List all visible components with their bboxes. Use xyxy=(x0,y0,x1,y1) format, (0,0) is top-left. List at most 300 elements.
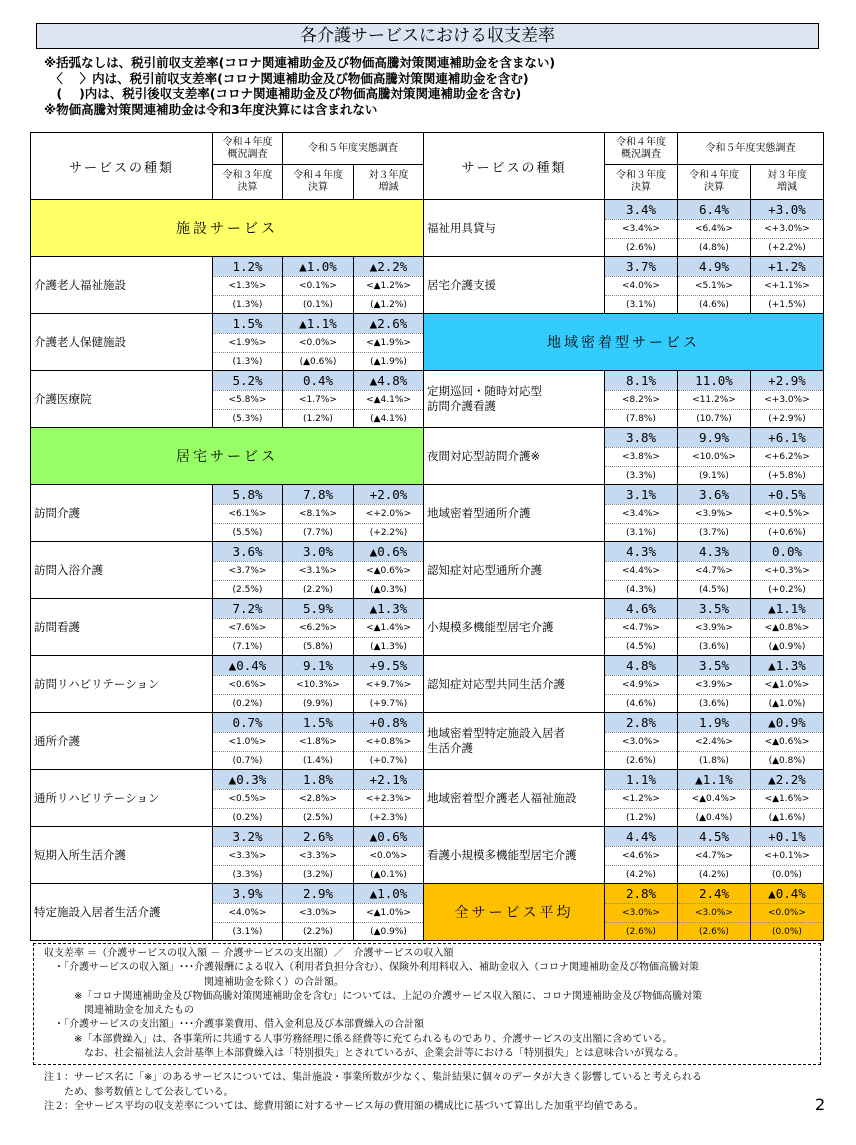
service-name: 福祉用具貸与 xyxy=(424,200,605,257)
value-stack xyxy=(678,713,750,769)
total-label: 全サービス平均 xyxy=(424,884,605,941)
value-aftertax: (9.1%) xyxy=(678,466,750,485)
value-cell xyxy=(751,884,824,941)
value-stack xyxy=(678,371,750,427)
value-pretax-excl: ▲1.1% xyxy=(283,314,353,333)
value-pretax-incl: <8.2%> xyxy=(605,390,677,409)
value-pretax-incl: <2.8%> xyxy=(283,789,353,808)
value-pretax-excl: 1.2% xyxy=(213,257,282,276)
value-pretax-incl: <▲0.4%> xyxy=(678,789,750,808)
value-pretax-incl: <3.3%> xyxy=(283,846,353,865)
value-aftertax: (3.3%) xyxy=(605,466,677,485)
value-pretax-incl: <3.8%> xyxy=(605,447,677,466)
value-pretax-incl: <4.4%> xyxy=(605,561,677,580)
value-pretax-excl: 4.3% xyxy=(605,542,677,561)
header-text: 令和４年度 概況調査 xyxy=(222,136,273,160)
value-pretax-incl: <3.7%> xyxy=(213,561,282,580)
value-cell xyxy=(751,656,824,713)
value-pretax-excl: ▲1.0% xyxy=(283,257,353,276)
value-stack xyxy=(751,713,823,769)
value-cell xyxy=(213,713,283,770)
value-stack xyxy=(751,599,823,655)
value-stack xyxy=(605,770,677,826)
service-name: 夜間対応型訪問介護※ xyxy=(424,428,605,485)
value-cell xyxy=(354,656,424,713)
value-aftertax: (2.2%) xyxy=(283,922,353,941)
value-pretax-excl: 3.6% xyxy=(213,542,282,561)
value-aftertax: (7.1%) xyxy=(213,637,282,656)
value-stack xyxy=(605,428,677,484)
value-stack xyxy=(605,599,677,655)
table-row xyxy=(31,884,824,941)
value-aftertax: (4.2%) xyxy=(605,865,677,884)
value-aftertax: (+2.9%) xyxy=(751,409,823,428)
footnote-line: 注２：全サービス平均の収支差率については、総費用額に対するサービス毎の費用額の構成比に基づいて算出した加重平均値である。 xyxy=(44,1101,644,1112)
table-row xyxy=(31,656,824,713)
value-pretax-incl: <+3.0%> xyxy=(751,390,823,409)
value-stack xyxy=(354,485,423,541)
value-pretax-incl: <+0.5%> xyxy=(751,504,823,523)
header-text: 対３年度 増減 xyxy=(767,170,807,193)
value-aftertax: (2.6%) xyxy=(605,751,677,770)
value-pretax-incl: <4.7%> xyxy=(605,618,677,637)
value-pretax-incl: <▲1.0%> xyxy=(354,903,423,922)
value-stack xyxy=(605,371,677,427)
footnotes xyxy=(44,1071,702,1115)
value-stack xyxy=(213,257,282,313)
value-cell xyxy=(283,599,354,656)
service-name: 介護老人保健施設 xyxy=(31,314,213,371)
notes xyxy=(44,55,555,117)
value-aftertax: (▲1.9%) xyxy=(354,352,423,371)
service-name: 訪問入浴介護 xyxy=(31,542,213,599)
value-aftertax: (2.5%) xyxy=(283,808,353,827)
value-aftertax: (5.3%) xyxy=(213,409,282,428)
value-cell xyxy=(751,257,824,314)
definition-line: ※「本部費繰入」は、各事業所に共通する人事労務経理に係る経費等に充てられるものであり、介護サービスの支出額に含めている。 xyxy=(44,1033,673,1045)
value-cell xyxy=(213,257,283,314)
value-cell xyxy=(605,257,678,314)
value-stack xyxy=(354,827,423,883)
value-stack xyxy=(751,371,823,427)
value-aftertax: (4.5%) xyxy=(605,637,677,656)
value-pretax-excl: 4.4% xyxy=(605,827,677,846)
value-cell xyxy=(213,656,283,713)
value-pretax-excl: 3.6% xyxy=(678,485,750,504)
value-pretax-incl: <+3.0%> xyxy=(751,219,823,238)
value-aftertax: (1.4%) xyxy=(283,751,353,770)
service-name: 認知症対応型共同生活介護 xyxy=(424,656,605,713)
value-pretax-incl: <▲0.6%> xyxy=(354,561,423,580)
value-aftertax: (▲4.1%) xyxy=(354,409,423,428)
value-cell xyxy=(354,599,424,656)
service-name: 介護老人福祉施設 xyxy=(31,257,213,314)
value-aftertax: (0.0%) xyxy=(751,922,823,941)
value-pretax-incl: <6.2%> xyxy=(283,618,353,637)
value-stack xyxy=(605,656,677,712)
value-stack xyxy=(678,599,750,655)
value-cell xyxy=(678,656,751,713)
value-pretax-incl: <4.0%> xyxy=(213,903,282,922)
value-pretax-excl: 4.5% xyxy=(678,827,750,846)
value-aftertax: (5.5%) xyxy=(213,523,282,542)
value-aftertax: (9.9%) xyxy=(283,694,353,713)
value-stack xyxy=(678,656,750,712)
section-header: 地域密着型サービス xyxy=(424,314,824,371)
value-pretax-incl: <▲1.9%> xyxy=(354,333,423,352)
value-stack xyxy=(751,770,823,826)
value-stack xyxy=(213,371,282,427)
value-cell xyxy=(283,713,354,770)
value-pretax-incl: <6.4%> xyxy=(678,219,750,238)
value-aftertax: (3.1%) xyxy=(605,523,677,542)
value-aftertax: (+1.5%) xyxy=(751,295,823,314)
value-pretax-excl: 1.1% xyxy=(605,770,677,789)
header-r4-settlement xyxy=(678,165,751,200)
value-cell xyxy=(283,770,354,827)
value-pretax-incl: <3.0%> xyxy=(283,903,353,922)
value-aftertax: (5.8%) xyxy=(283,637,353,656)
value-aftertax: (2.6%) xyxy=(605,238,677,257)
value-stack xyxy=(678,542,750,598)
value-pretax-incl: <+0.8%> xyxy=(354,732,423,751)
value-pretax-excl: 2.6% xyxy=(283,827,353,846)
value-stack xyxy=(751,200,823,256)
value-pretax-excl: 6.4% xyxy=(678,200,750,219)
value-pretax-incl: <+6.2%> xyxy=(751,447,823,466)
value-stack xyxy=(213,827,282,883)
value-pretax-excl: 0.0% xyxy=(751,542,823,561)
value-pretax-excl: 5.9% xyxy=(283,599,353,618)
value-pretax-excl: 1.9% xyxy=(678,713,750,732)
value-aftertax: (4.6%) xyxy=(605,694,677,713)
value-pretax-incl: <0.0%> xyxy=(751,903,823,922)
value-pretax-incl: <4.0%> xyxy=(605,276,677,295)
value-pretax-incl: <1.0%> xyxy=(213,732,282,751)
value-stack xyxy=(283,314,353,370)
header-r3-change xyxy=(354,165,424,200)
value-pretax-excl: 4.6% xyxy=(605,599,677,618)
value-stack xyxy=(354,713,423,769)
value-pretax-incl: <8.1%> xyxy=(283,504,353,523)
value-aftertax: (▲0.3%) xyxy=(354,580,423,599)
value-stack xyxy=(751,485,823,541)
section-header: 施設サービス xyxy=(31,200,424,257)
value-stack xyxy=(283,884,353,940)
footnote-line: ため、参考数値として公表している。 xyxy=(44,1086,234,1098)
page-title: 各介護サービスにおける収支差率 xyxy=(36,23,819,49)
value-aftertax: (▲1.6%) xyxy=(751,808,823,827)
service-name: 通所介護 xyxy=(31,713,213,770)
value-aftertax: (1.2%) xyxy=(605,808,677,827)
value-cell xyxy=(283,314,354,371)
value-pretax-incl: <11.2%> xyxy=(678,390,750,409)
page-number: 2 xyxy=(815,1095,826,1114)
value-stack xyxy=(283,257,353,313)
value-pretax-incl: <10.0%> xyxy=(678,447,750,466)
value-pretax-excl: 0.7% xyxy=(213,713,282,732)
value-aftertax: (3.1%) xyxy=(605,295,677,314)
value-stack xyxy=(213,884,282,940)
value-pretax-excl: 8.1% xyxy=(605,371,677,390)
table-row xyxy=(31,827,824,884)
header-text: 令和４年度 概況調査 xyxy=(616,136,666,160)
value-pretax-excl: 3.8% xyxy=(605,428,677,447)
value-aftertax: (1.2%) xyxy=(283,409,353,428)
service-name: 看護小規模多機能型居宅介護 xyxy=(424,827,605,884)
value-cell xyxy=(605,884,678,941)
value-cell xyxy=(354,485,424,542)
footnote-line: 注１：サービス名に「※」のあるサービスについては、集計施設・事業所数が少なく、集計結果に個々のデータが大きく影響していると考えられる xyxy=(44,1072,702,1083)
service-name: 介護医療院 xyxy=(31,371,213,428)
value-cell xyxy=(605,485,678,542)
value-cell xyxy=(354,713,424,770)
value-pretax-excl: ▲2.6% xyxy=(354,314,423,333)
header-text: 対３年度 増減 xyxy=(368,170,409,193)
value-pretax-excl: ▲2.2% xyxy=(751,770,823,789)
value-pretax-excl: 9.9% xyxy=(678,428,750,447)
value-pretax-excl: +9.5% xyxy=(354,656,423,675)
value-stack xyxy=(605,200,677,256)
service-name: 地域密着型特定施設入居者 生活介護 xyxy=(424,713,605,770)
value-aftertax: (4.5%) xyxy=(678,580,750,599)
service-name: 認知症対応型通所介護 xyxy=(424,542,605,599)
value-cell xyxy=(751,713,824,770)
value-pretax-excl: +2.9% xyxy=(751,371,823,390)
section-header: 居宅サービス xyxy=(31,428,424,485)
value-cell xyxy=(354,371,424,428)
value-pretax-incl: <▲1.0%> xyxy=(751,675,823,694)
definitions-box xyxy=(33,943,821,1065)
value-cell xyxy=(213,542,283,599)
value-aftertax: (▲1.3%) xyxy=(354,637,423,656)
value-cell xyxy=(751,428,824,485)
value-pretax-incl: <+9.7%> xyxy=(354,675,423,694)
value-pretax-incl: <+2.0%> xyxy=(354,504,423,523)
value-cell xyxy=(354,884,424,941)
value-stack xyxy=(354,257,423,313)
value-pretax-excl: ▲1.0% xyxy=(354,884,423,903)
value-stack xyxy=(751,656,823,712)
value-pretax-incl: <1.3%> xyxy=(213,276,282,295)
value-aftertax: (+0.7%) xyxy=(354,751,423,770)
value-cell xyxy=(678,599,751,656)
value-cell xyxy=(283,827,354,884)
value-aftertax: (+0.6%) xyxy=(751,523,823,542)
value-pretax-incl: <6.1%> xyxy=(213,504,282,523)
value-pretax-excl: ▲0.9% xyxy=(751,713,823,732)
value-aftertax: (1.3%) xyxy=(213,352,282,371)
value-pretax-incl: <5.1%> xyxy=(678,276,750,295)
value-cell xyxy=(354,542,424,599)
value-pretax-excl: 4.8% xyxy=(605,656,677,675)
value-cell xyxy=(678,257,751,314)
value-pretax-excl: 2.9% xyxy=(283,884,353,903)
value-stack xyxy=(751,827,823,883)
value-pretax-excl: ▲0.4% xyxy=(751,884,823,903)
value-pretax-excl: 3.0% xyxy=(283,542,353,561)
value-pretax-excl: +0.5% xyxy=(751,485,823,504)
value-cell xyxy=(283,257,354,314)
value-aftertax: (0.1%) xyxy=(283,295,353,314)
value-aftertax: (3.1%) xyxy=(213,922,282,941)
value-aftertax: (+2.2%) xyxy=(354,523,423,542)
value-cell xyxy=(605,770,678,827)
note-line: 〈 〉内は、税引前収支差率(コロナ関連補助金及び物価高騰対策関連補助金を含む) xyxy=(44,70,529,86)
definition-line: ・「介護サービスの収入額」･･･介護報酬による収入（利用者負担分含む）、保険外利用料収入、補助金収入（コロナ関連補助金及び物価高騰対策 xyxy=(44,962,699,974)
value-pretax-excl: ▲1.3% xyxy=(751,656,823,675)
value-stack xyxy=(605,485,677,541)
definition-line: ・「介護サービスの支出額」･･･介護事業費用、借入金利息及び本部費繰入の合計額 xyxy=(44,1019,424,1031)
value-cell xyxy=(213,884,283,941)
value-pretax-incl: <3.9%> xyxy=(678,504,750,523)
value-cell xyxy=(751,371,824,428)
note-line: ( )内は、税引後収支差率(コロナ関連補助金及び物価高騰対策関連補助金を含む) xyxy=(44,86,522,101)
value-pretax-excl: ▲1.3% xyxy=(354,599,423,618)
value-stack xyxy=(283,770,353,826)
value-cell xyxy=(751,200,824,257)
value-pretax-incl: <▲4.1%> xyxy=(354,390,423,409)
value-pretax-excl: 3.9% xyxy=(213,884,282,903)
value-cell xyxy=(751,599,824,656)
value-pretax-excl: 1.5% xyxy=(213,314,282,333)
value-pretax-excl: 4.3% xyxy=(678,542,750,561)
value-stack xyxy=(354,542,423,598)
header-text: 令和４年度 決算 xyxy=(293,170,343,193)
value-pretax-incl: <4.7%> xyxy=(678,846,750,865)
value-aftertax: (▲0.9%) xyxy=(751,637,823,656)
value-pretax-incl: <3.4%> xyxy=(605,504,677,523)
value-aftertax: (7.7%) xyxy=(283,523,353,542)
value-cell xyxy=(354,314,424,371)
value-stack xyxy=(678,827,750,883)
value-stack xyxy=(283,713,353,769)
value-aftertax: (3.2%) xyxy=(283,865,353,884)
table-row xyxy=(31,428,824,485)
value-pretax-excl: 2.8% xyxy=(605,713,677,732)
definition-line: 収支差率 ＝（介護サービスの収入額 － 介護サービスの支出額）／ 介護サービスの収入額 xyxy=(44,948,454,959)
value-pretax-excl: 2.4% xyxy=(678,884,750,903)
value-pretax-excl: 7.8% xyxy=(283,485,353,504)
service-name: 短期入所生活介護 xyxy=(31,827,213,884)
value-cell xyxy=(283,371,354,428)
header-r5-survey-right: 令和５年度実態調査 xyxy=(678,133,824,165)
value-aftertax: (10.7%) xyxy=(678,409,750,428)
value-stack xyxy=(283,827,353,883)
value-pretax-incl: <0.0%> xyxy=(354,846,423,865)
value-stack xyxy=(283,599,353,655)
value-cell xyxy=(605,713,678,770)
value-cell xyxy=(213,371,283,428)
header-text: 令和４年度 決算 xyxy=(689,170,739,193)
value-cell xyxy=(678,827,751,884)
value-cell xyxy=(283,542,354,599)
value-cell xyxy=(751,485,824,542)
value-stack xyxy=(354,599,423,655)
value-pretax-excl: ▲0.6% xyxy=(354,542,423,561)
value-pretax-excl: 11.0% xyxy=(678,371,750,390)
value-pretax-incl: <3.9%> xyxy=(678,618,750,637)
service-name: 特定施設入居者生活介護 xyxy=(31,884,213,941)
service-name: 訪問看護 xyxy=(31,599,213,656)
value-pretax-incl: <▲1.4%> xyxy=(354,618,423,637)
value-pretax-incl: <4.9%> xyxy=(605,675,677,694)
value-stack xyxy=(354,770,423,826)
value-cell xyxy=(678,713,751,770)
value-stack xyxy=(213,770,282,826)
service-name: 通所リハビリテーション xyxy=(31,770,213,827)
header-r3-settlement xyxy=(605,165,678,200)
value-cell xyxy=(751,770,824,827)
value-pretax-incl: <4.7%> xyxy=(678,561,750,580)
table-row xyxy=(31,599,824,656)
table-row xyxy=(31,485,824,542)
value-stack xyxy=(605,884,677,940)
table-row xyxy=(31,257,824,314)
value-aftertax: (0.0%) xyxy=(751,865,823,884)
value-stack xyxy=(354,314,423,370)
value-stack xyxy=(751,542,823,598)
value-stack xyxy=(283,542,353,598)
value-pretax-excl: ▲2.2% xyxy=(354,257,423,276)
header-text: 令和３年度 決算 xyxy=(222,170,273,193)
value-pretax-incl: <0.0%> xyxy=(283,333,353,352)
value-stack xyxy=(213,542,282,598)
value-aftertax: (▲0.8%) xyxy=(751,751,823,770)
value-pretax-excl: 7.2% xyxy=(213,599,282,618)
value-pretax-incl: <3.0%> xyxy=(678,903,750,922)
value-pretax-incl: <4.6%> xyxy=(605,846,677,865)
value-pretax-excl: 4.9% xyxy=(678,257,750,276)
value-aftertax: (+2.2%) xyxy=(751,238,823,257)
value-stack xyxy=(283,485,353,541)
value-pretax-incl: <▲1.2%> xyxy=(354,276,423,295)
service-name: 地域密着型介護老人福祉施設 xyxy=(424,770,605,827)
value-pretax-incl: <3.0%> xyxy=(605,732,677,751)
value-pretax-excl: ▲0.4% xyxy=(213,656,282,675)
value-pretax-incl: <0.6%> xyxy=(213,675,282,694)
value-cell xyxy=(678,200,751,257)
value-aftertax: (4.3%) xyxy=(605,580,677,599)
value-cell xyxy=(605,200,678,257)
value-pretax-excl: 3.2% xyxy=(213,827,282,846)
value-aftertax: (+2.3%) xyxy=(354,808,423,827)
table-row xyxy=(31,314,824,371)
value-aftertax: (0.7%) xyxy=(213,751,282,770)
value-cell xyxy=(605,599,678,656)
value-pretax-excl: +6.1% xyxy=(751,428,823,447)
value-cell xyxy=(751,542,824,599)
value-pretax-incl: <3.3%> xyxy=(213,846,282,865)
value-aftertax: (3.6%) xyxy=(678,637,750,656)
value-pretax-incl: <1.7%> xyxy=(283,390,353,409)
value-stack xyxy=(678,485,750,541)
value-pretax-excl: ▲1.1% xyxy=(678,770,750,789)
value-pretax-incl: <3.0%> xyxy=(605,903,677,922)
header-r4-survey-right xyxy=(605,133,678,165)
value-cell xyxy=(213,485,283,542)
value-stack xyxy=(354,884,423,940)
value-pretax-incl: <+0.3%> xyxy=(751,561,823,580)
value-cell xyxy=(605,827,678,884)
value-pretax-excl: 5.2% xyxy=(213,371,282,390)
value-aftertax: (2.2%) xyxy=(283,580,353,599)
value-pretax-incl: <10.3%> xyxy=(283,675,353,694)
value-cell xyxy=(283,656,354,713)
value-stack xyxy=(283,371,353,427)
value-pretax-incl: <3.4%> xyxy=(605,219,677,238)
definition-line: ※「コロナ関連補助金及び物価高騰対策関連補助金を含む」については、上記の介護サービス収入額に、コロナ関連補助金及び物価高騰対策 xyxy=(44,990,703,1002)
